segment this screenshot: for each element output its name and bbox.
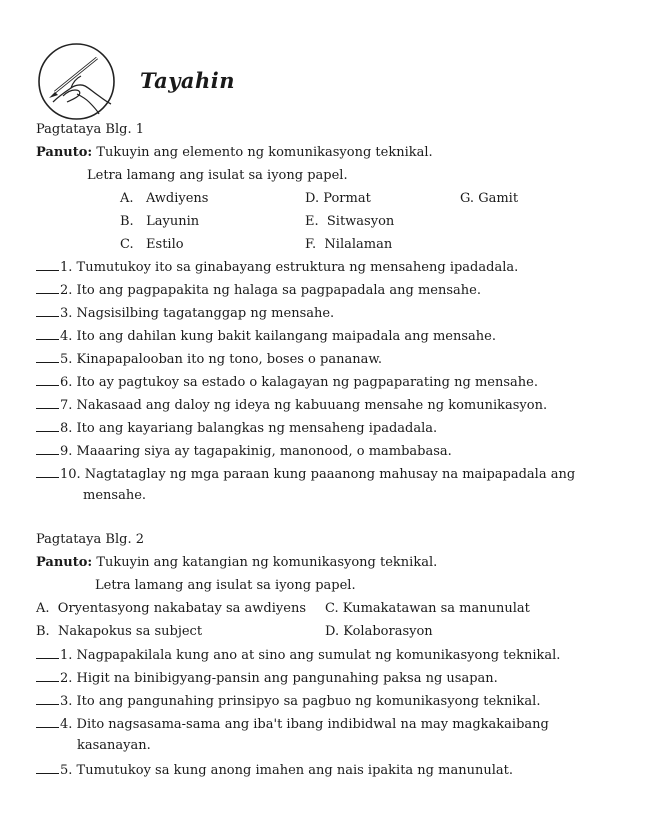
answer-blank[interactable] — [36, 762, 59, 774]
question-item: 2. Higit na binibigyang-pansin ang pangunahing paksa ng usapan. — [36, 670, 498, 687]
instruction — [36, 145, 433, 161]
question-item: 4. Dito nagsasama-sama ang iba't ibang indibidwal na may magkakaibang — [36, 716, 549, 733]
question-item: 5. Tumutukoy sa kung anong imahen ang nais ipakita ng manunulat. — [36, 762, 513, 779]
instruction-label: Panuto: — [36, 145, 93, 160]
instruction — [36, 555, 437, 571]
answer-blank[interactable] — [36, 397, 59, 409]
option: B. Nakapokus sa subject — [36, 624, 203, 639]
instruction-label: Panuto: — [36, 555, 93, 570]
answer-blank[interactable] — [36, 282, 59, 294]
question-item: 1. Nagpapakilala kung ano at sino ang sumulat ng komunikasyong teknikal. — [36, 647, 560, 664]
option: A. Oryentasyong nakabatay sa awdiyens — [36, 601, 306, 616]
instruction-text: Tukuyin ang elemento ng komunikasyong teknikal. — [92, 145, 433, 160]
answer-blank[interactable] — [36, 305, 59, 317]
question-item: 6. Ito ay pagtukoy sa estado o kalagayan ng pagpaparating ng mensahe. — [36, 374, 538, 391]
question-item: 9. Maaaring siya ay tagapakinig, manonood, o mambabasa. — [36, 443, 452, 460]
answer-blank[interactable] — [36, 443, 59, 455]
option: C. Estilo — [120, 237, 184, 252]
answer-blank[interactable] — [36, 466, 59, 478]
answer-blank[interactable] — [36, 420, 59, 432]
question-item: 1. Tumutukoy ito sa ginabayang estruktura ng mensaheng ipadadala. — [36, 259, 518, 276]
sub-instruction: Letra lamang ang isulat sa iyong papel. — [87, 168, 348, 183]
sub-instruction: Letra lamang ang isulat sa iyong papel. — [95, 578, 356, 593]
answer-blank[interactable] — [36, 716, 59, 728]
option: A. Awdiyens — [120, 191, 209, 206]
question-item-continuation: mensahe. — [83, 488, 147, 503]
answer-blank[interactable] — [36, 351, 59, 363]
answer-blank[interactable] — [36, 259, 59, 271]
question-item: 3. Nagsisilbing tagatanggap ng mensahe. — [36, 305, 334, 322]
option: G. Gamit — [460, 191, 519, 206]
question-item: 3. Ito ang pangunahing prinsipyo sa pagbuo ng komunikasyong teknikal. — [36, 693, 540, 710]
answer-blank[interactable] — [36, 374, 59, 386]
option: D. Kolaborasyon — [325, 624, 433, 639]
answer-blank[interactable] — [36, 647, 59, 659]
question-item: 5. Kinapapalooban ito ng tono, boses o pananaw. — [36, 351, 382, 368]
option: C. Kumakatawan sa manunulat — [325, 601, 530, 616]
answer-blank[interactable] — [36, 693, 59, 705]
question-item-continuation: kasanayan. — [77, 738, 151, 753]
answer-blank[interactable] — [36, 670, 59, 682]
question-item: 4. Ito ang dahilan kung bakit kailangang maipadala ang mensahe. — [36, 328, 496, 345]
option: D. Pormat — [305, 191, 371, 206]
option: E. Sitwasyon — [305, 214, 395, 229]
section-heading: Pagtataya Blg. 2 — [36, 532, 144, 547]
question-item: 7. Nakasaad ang daloy ng ideya ng kabuuang mensahe ng komunikasyon. — [36, 397, 547, 414]
hand-writing-icon — [37, 42, 116, 121]
instruction-text: Tukuyin ang katangian ng komunikasyong teknikal. — [92, 555, 438, 570]
question-item: 10. Nagtataglay ng mga paraan kung paaanong mahusay na maipapadala ang — [36, 466, 575, 483]
answer-blank[interactable] — [36, 328, 59, 340]
option: F. Nilalaman — [305, 237, 393, 252]
option: B. Layunin — [120, 214, 200, 229]
question-item: 2. Ito ang pagpapakita ng halaga sa pagpapadala ang mensahe. — [36, 282, 481, 299]
question-item: 8. Ito ang kayariang balangkas ng mensaheng ipadadala. — [36, 420, 437, 437]
page-title: Tayahin — [140, 68, 236, 93]
section-heading: Pagtataya Blg. 1 — [36, 122, 144, 137]
